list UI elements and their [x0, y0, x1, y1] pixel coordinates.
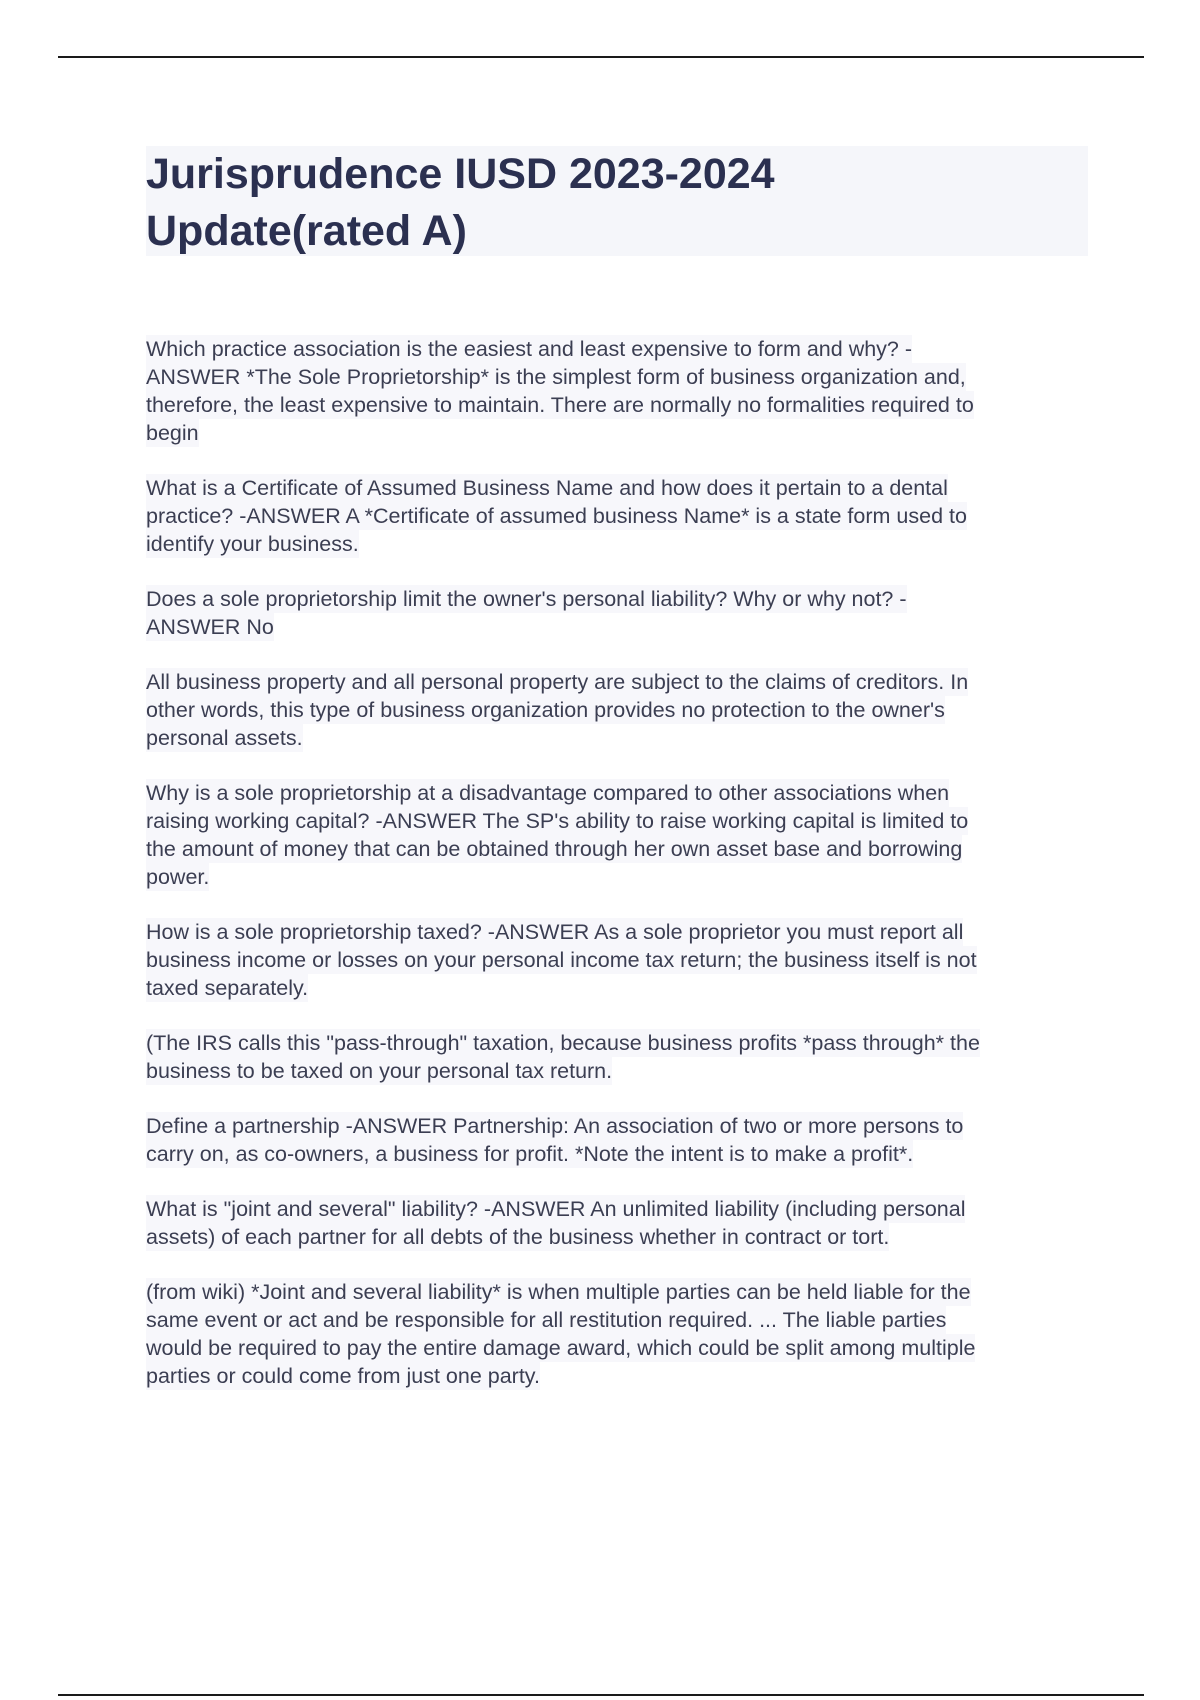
title-line: Jurisprudence IUSD 2023-2024	[146, 150, 775, 198]
text-line: therefore, the least expensive to maintain. There are normally no formalities required to	[146, 393, 974, 417]
top-divider	[58, 56, 1144, 58]
text-line: power.	[146, 865, 210, 889]
qa-paragraph	[146, 1195, 1088, 1251]
text-line: What is "joint and several" liability? -ANSWER An unlimited liability (including personal	[146, 1197, 966, 1221]
qa-paragraph	[146, 779, 1088, 891]
page-title	[146, 146, 1088, 260]
qa-paragraph	[146, 335, 1088, 447]
qa-paragraph	[146, 585, 1088, 641]
text-line: ANSWER No	[146, 615, 274, 639]
text-line: All business property and all personal property are subject to the claims of creditors. In	[146, 670, 969, 694]
text-line: ANSWER *The Sole Proprietorship* is the simplest form of business organization and,	[146, 365, 966, 389]
text-line: (The IRS calls this "pass-through" taxation, because business profits *pass through* the	[146, 1031, 980, 1055]
qa-paragraph	[146, 1278, 1088, 1390]
document-body	[146, 335, 1088, 1417]
text-line: Why is a sole proprietorship at a disadvantage compared to other associations when	[146, 781, 950, 805]
text-line: business income or losses on your personal income tax return; the business itself is not	[146, 948, 977, 972]
qa-paragraph	[146, 474, 1088, 558]
text-line: assets) of each partner for all debts of the business whether in contract or tort.	[146, 1225, 890, 1249]
bottom-divider	[58, 1694, 1144, 1696]
title-block	[146, 146, 1088, 256]
qa-paragraph	[146, 668, 1088, 752]
text-line: Define a partnership -ANSWER Partnership: An association of two or more persons to	[146, 1114, 964, 1138]
text-line: How is a sole proprietorship taxed? -ANSWER As a sole proprietor you must report all	[146, 920, 964, 944]
text-line: raising working capital? -ANSWER The SP's ability to raise working capital is limited to	[146, 809, 969, 833]
text-line: same event or act and be responsible for all restitution required. ... The liable parties	[146, 1308, 947, 1332]
text-line: begin	[146, 421, 199, 445]
qa-paragraph	[146, 918, 1088, 1002]
text-line: Which practice association is the easiest and least expensive to form and why? -	[146, 337, 913, 361]
text-line: business to be taxed on your personal tax return.	[146, 1059, 613, 1083]
text-line: personal assets.	[146, 726, 303, 750]
qa-paragraph	[146, 1112, 1088, 1168]
text-line: Does a sole proprietorship limit the owner's personal liability? Why or why not? -	[146, 587, 907, 611]
text-line: the amount of money that can be obtained through her own asset base and borrowing	[146, 837, 963, 861]
text-line: practice? -ANSWER A *Certificate of assumed business Name* is a state form used to	[146, 504, 967, 528]
text-line: parties or could come from just one party.	[146, 1364, 540, 1388]
text-line: identify your business.	[146, 532, 359, 556]
qa-paragraph	[146, 1029, 1088, 1085]
text-line: What is a Certificate of Assumed Business Name and how does it pertain to a dental	[146, 476, 948, 500]
text-line: other words, this type of business organization provides no protection to the owner's	[146, 698, 945, 722]
text-line: carry on, as co-owners, a business for profit. *Note the intent is to make a profit*.	[146, 1142, 914, 1166]
text-line: would be required to pay the entire damage award, which could be split among multiple	[146, 1336, 976, 1360]
text-line: (from wiki) *Joint and several liability* is when multiple parties can be held liable for the	[146, 1280, 971, 1304]
title-line: Update(rated A)	[146, 207, 467, 255]
text-line: taxed separately.	[146, 976, 309, 1000]
